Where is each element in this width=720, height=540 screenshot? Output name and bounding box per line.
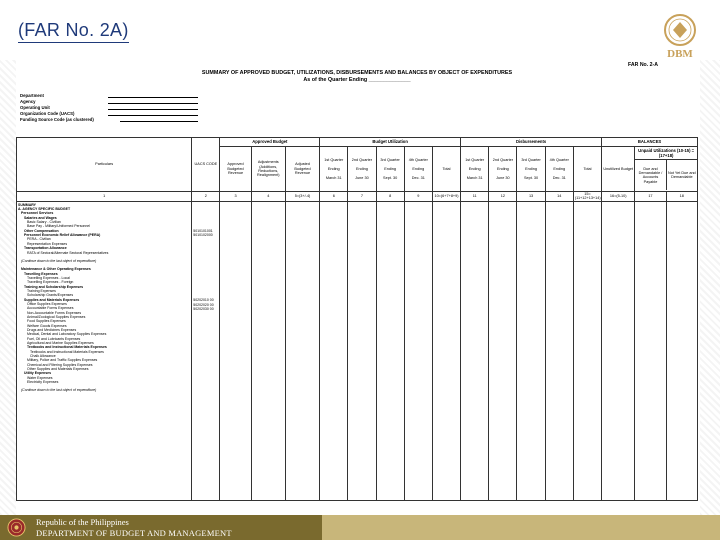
list-item: Utility Expenses: [24, 371, 52, 376]
util-q4-header: 4th Quarter Ending Dec. 31: [404, 147, 432, 192]
list-item: Electricity Expenses: [27, 380, 59, 385]
dbm-logo-icon: [655, 10, 705, 65]
table-cell: [320, 201, 348, 500]
list-item: Travelling Expenses - Foreign: [27, 280, 74, 285]
slide-title: (FAR No. 2A): [18, 20, 129, 43]
list-item: Textbooks and Instructional Materials Expenses: [30, 349, 104, 354]
list-item: Supplies and Materials Expenses: [24, 297, 80, 302]
table-cell: [285, 201, 319, 500]
disb-q2-header: 2nd Quarter Ending June 30: [489, 147, 517, 192]
not-yet-due-header: Not Yet Due and Demandable: [668, 170, 696, 180]
list-item: (Continue down to the last object of expenditure): [21, 388, 97, 393]
list-item: Drugs and Medicines Expenses: [27, 328, 77, 332]
colnum-5: 5=(3+/-4): [285, 192, 319, 202]
footer-bar: [0, 515, 720, 540]
util-q1-header: 1st Quarter Ending March 31: [320, 147, 348, 192]
table-cell: [251, 201, 285, 500]
colnum-14: 14: [545, 192, 573, 202]
table-cell: [376, 201, 404, 500]
list-item: A. AGENCY SPECIFIC BUDGET: [18, 207, 71, 212]
field-department: Department: [20, 93, 44, 98]
list-item: Agricultural and Marine Supplies Expenses: [27, 341, 94, 346]
uacs-code-header: UACS CODE: [192, 138, 220, 192]
list-item: Office Supplies Expenses: [27, 301, 67, 306]
list-item: Animal/Zoological Supplies Expenses: [27, 314, 86, 319]
list-item: Base Pay - Military/Uniformed Personnel: [27, 224, 91, 229]
table-cell: [545, 201, 573, 500]
table-cell: [348, 201, 376, 500]
list-item: 5010102000: [193, 233, 213, 238]
list-item: 50202020 00: [193, 302, 214, 307]
table-cell: [602, 201, 635, 500]
approved-budget-header: Approved Budget: [220, 138, 320, 147]
table-cell: [404, 201, 432, 500]
list-item: 50202010 00: [193, 298, 214, 303]
philippine-seal-icon: [7, 518, 26, 537]
colnum-13: 13: [517, 192, 545, 202]
list-item: PERA - Civilian: [27, 237, 51, 242]
adjustments-header: Adjustments (Additions, Reductions, Realignment): [251, 147, 285, 192]
colnum-18: 18: [666, 192, 697, 202]
colnum-11: 11: [461, 192, 489, 202]
list-item: (Continue down to the last object of expenditure): [21, 258, 97, 263]
budget-utilization-header: Budget Utilization: [320, 138, 461, 147]
colnum-2: 2: [192, 192, 220, 202]
field-agency: Agency: [20, 99, 36, 104]
list-item: Fuel, Oil and Lubricants Expenses: [27, 336, 81, 341]
list-item: Chalk Allowance: [30, 354, 56, 359]
table-cell: [573, 201, 601, 500]
list-item: Non-Accountable Forms Expenses: [27, 310, 82, 315]
list-item: Personnel Services: [21, 211, 54, 216]
footer-gold-band: [322, 515, 720, 540]
list-item: Other Compensation: [24, 228, 59, 233]
colnum-17: 17: [635, 192, 666, 202]
document-title: SUMMARY OF APPROVED BUDGET, UTILIZATIONS, DISBURSEMENTS AND BALANCES BY OBJECT OF EXPENDITURES: [201, 70, 513, 76]
list-item: 50202030 00: [193, 307, 214, 312]
list-item: Travelling Expenses: [24, 271, 58, 276]
list-item: Training and Scholarship Expenses: [24, 284, 84, 289]
list-item: SUMMARY: [18, 202, 36, 207]
disbursements-header: Disbursements: [461, 138, 602, 147]
form-number: FAR No. 2-A: [628, 62, 658, 68]
table-cell: [220, 201, 251, 500]
column-number-row: [17, 192, 698, 202]
balances-header: BALANCES: [602, 138, 698, 147]
footer-department-text: DEPARTMENT OF BUDGET AND MANAGEMENT: [36, 528, 232, 538]
list-item: Maintenance & Other Operating Expenses: [21, 267, 91, 272]
field-organization-code: Organization Code (UACS): [20, 111, 74, 116]
field-funding-source: Funding Source Code (as clustered): [20, 117, 94, 122]
particulars-cell: [17, 201, 192, 500]
list-item: Other Supplies and Materials Expenses: [27, 367, 89, 372]
disb-q4-header: 4th Quarter Ending Dec. 31: [545, 147, 573, 192]
list-item: Food Supplies Expenses: [27, 319, 66, 324]
list-item: RATA of Sectoral/Alternate Sectoral Representatives: [27, 250, 109, 255]
far-table: [16, 137, 698, 501]
colnum-6: 6: [320, 192, 348, 202]
disb-q3-header: 3rd Quarter Ending Sept. 30: [517, 147, 545, 192]
table-cell: [432, 201, 460, 500]
colnum-7: 7: [348, 192, 376, 202]
list-item: Water Expenses: [27, 375, 53, 380]
logo-text: DBM: [667, 48, 693, 60]
particulars-header: Particulars: [17, 138, 192, 192]
table-cell: [489, 201, 517, 500]
right-decorative-pattern: [700, 60, 720, 515]
disb-q1-header: 1st Quarter Ending March 31: [461, 147, 489, 192]
util-q2-header: 2nd Quarter Ending June 30: [348, 147, 376, 192]
colnum-4: 4: [251, 192, 285, 202]
list-item: Travelling Expenses - Local: [27, 275, 70, 280]
colnum-15: 15=(11+12+13+14): [574, 192, 601, 201]
disb-total-header: Total: [573, 147, 601, 192]
list-item: Military, Police and Traffic Supplies Expenses: [27, 358, 98, 363]
table-cell: [635, 201, 666, 500]
colnum-1: 1: [17, 192, 192, 202]
list-item: Scholarship Grants/Expenses: [27, 293, 74, 298]
particulars-list: [17, 202, 191, 393]
colnum-9: 9: [404, 192, 432, 202]
adjusted-budgeted-revenue-header: Adjusted Budgeted Revenue: [285, 147, 319, 192]
colnum-12: 12: [489, 192, 517, 202]
footer-republic-text: Republic of the Philippines: [36, 517, 129, 527]
util-q3-header: 3rd Quarter Ending Sept. 30: [376, 147, 404, 192]
due-and-demandable-header: Due and Demandable / Accounts Payable: [635, 160, 666, 190]
uacs-cell: [192, 201, 220, 500]
list-item: Training Expenses: [27, 288, 56, 293]
list-item: Medical, Dental and Laboratory Supplies Expenses: [27, 332, 107, 337]
list-item: 5010101001: [193, 228, 213, 233]
table-body-row: [17, 201, 698, 500]
list-item: Accountable Forms Expenses: [27, 306, 74, 311]
list-item: Chemical and Filtering Supplies Expenses: [27, 362, 93, 367]
far-document: [16, 60, 698, 515]
left-decorative-pattern: [0, 60, 16, 515]
unpaid-utilizations-header: Unpaid Utilizations (10-15) = (17+18) Due and Demandable / Accounts Payable Not Yet Due and Demandable: [635, 147, 698, 192]
util-total-header: Total: [432, 147, 460, 192]
list-item: Transportation Allowance: [24, 246, 67, 251]
colnum-3: 3: [220, 192, 251, 202]
list-item: Textbooks and Instructional Materials Expenses: [27, 345, 107, 350]
list-item: Basic Salary - Civilian: [27, 220, 61, 225]
list-item: Welfare Goods Expenses: [27, 323, 67, 328]
table-cell: [517, 201, 545, 500]
table-cell: [666, 201, 697, 500]
uacs-list: [192, 202, 219, 312]
unutilized-budget-header: Unutilized Budget: [602, 147, 635, 192]
table-cell: [461, 201, 489, 500]
list-item: Salaries and Wages: [24, 215, 57, 220]
list-item: Personnel Economic Relief Allowance (PERA): [24, 233, 101, 238]
document-subtitle: As of the Quarter Ending ______________: [303, 77, 411, 83]
colnum-8: 8: [376, 192, 404, 202]
approved-budgeted-revenue-header: Approved Budgeted Revenue: [220, 147, 251, 192]
list-item: Representation Expenses: [27, 241, 68, 246]
field-operating-unit: Operating Unit: [20, 105, 50, 110]
colnum-10: 10=(6+7+8+9): [432, 192, 460, 202]
colnum-16: 16=(5-10): [602, 192, 635, 202]
